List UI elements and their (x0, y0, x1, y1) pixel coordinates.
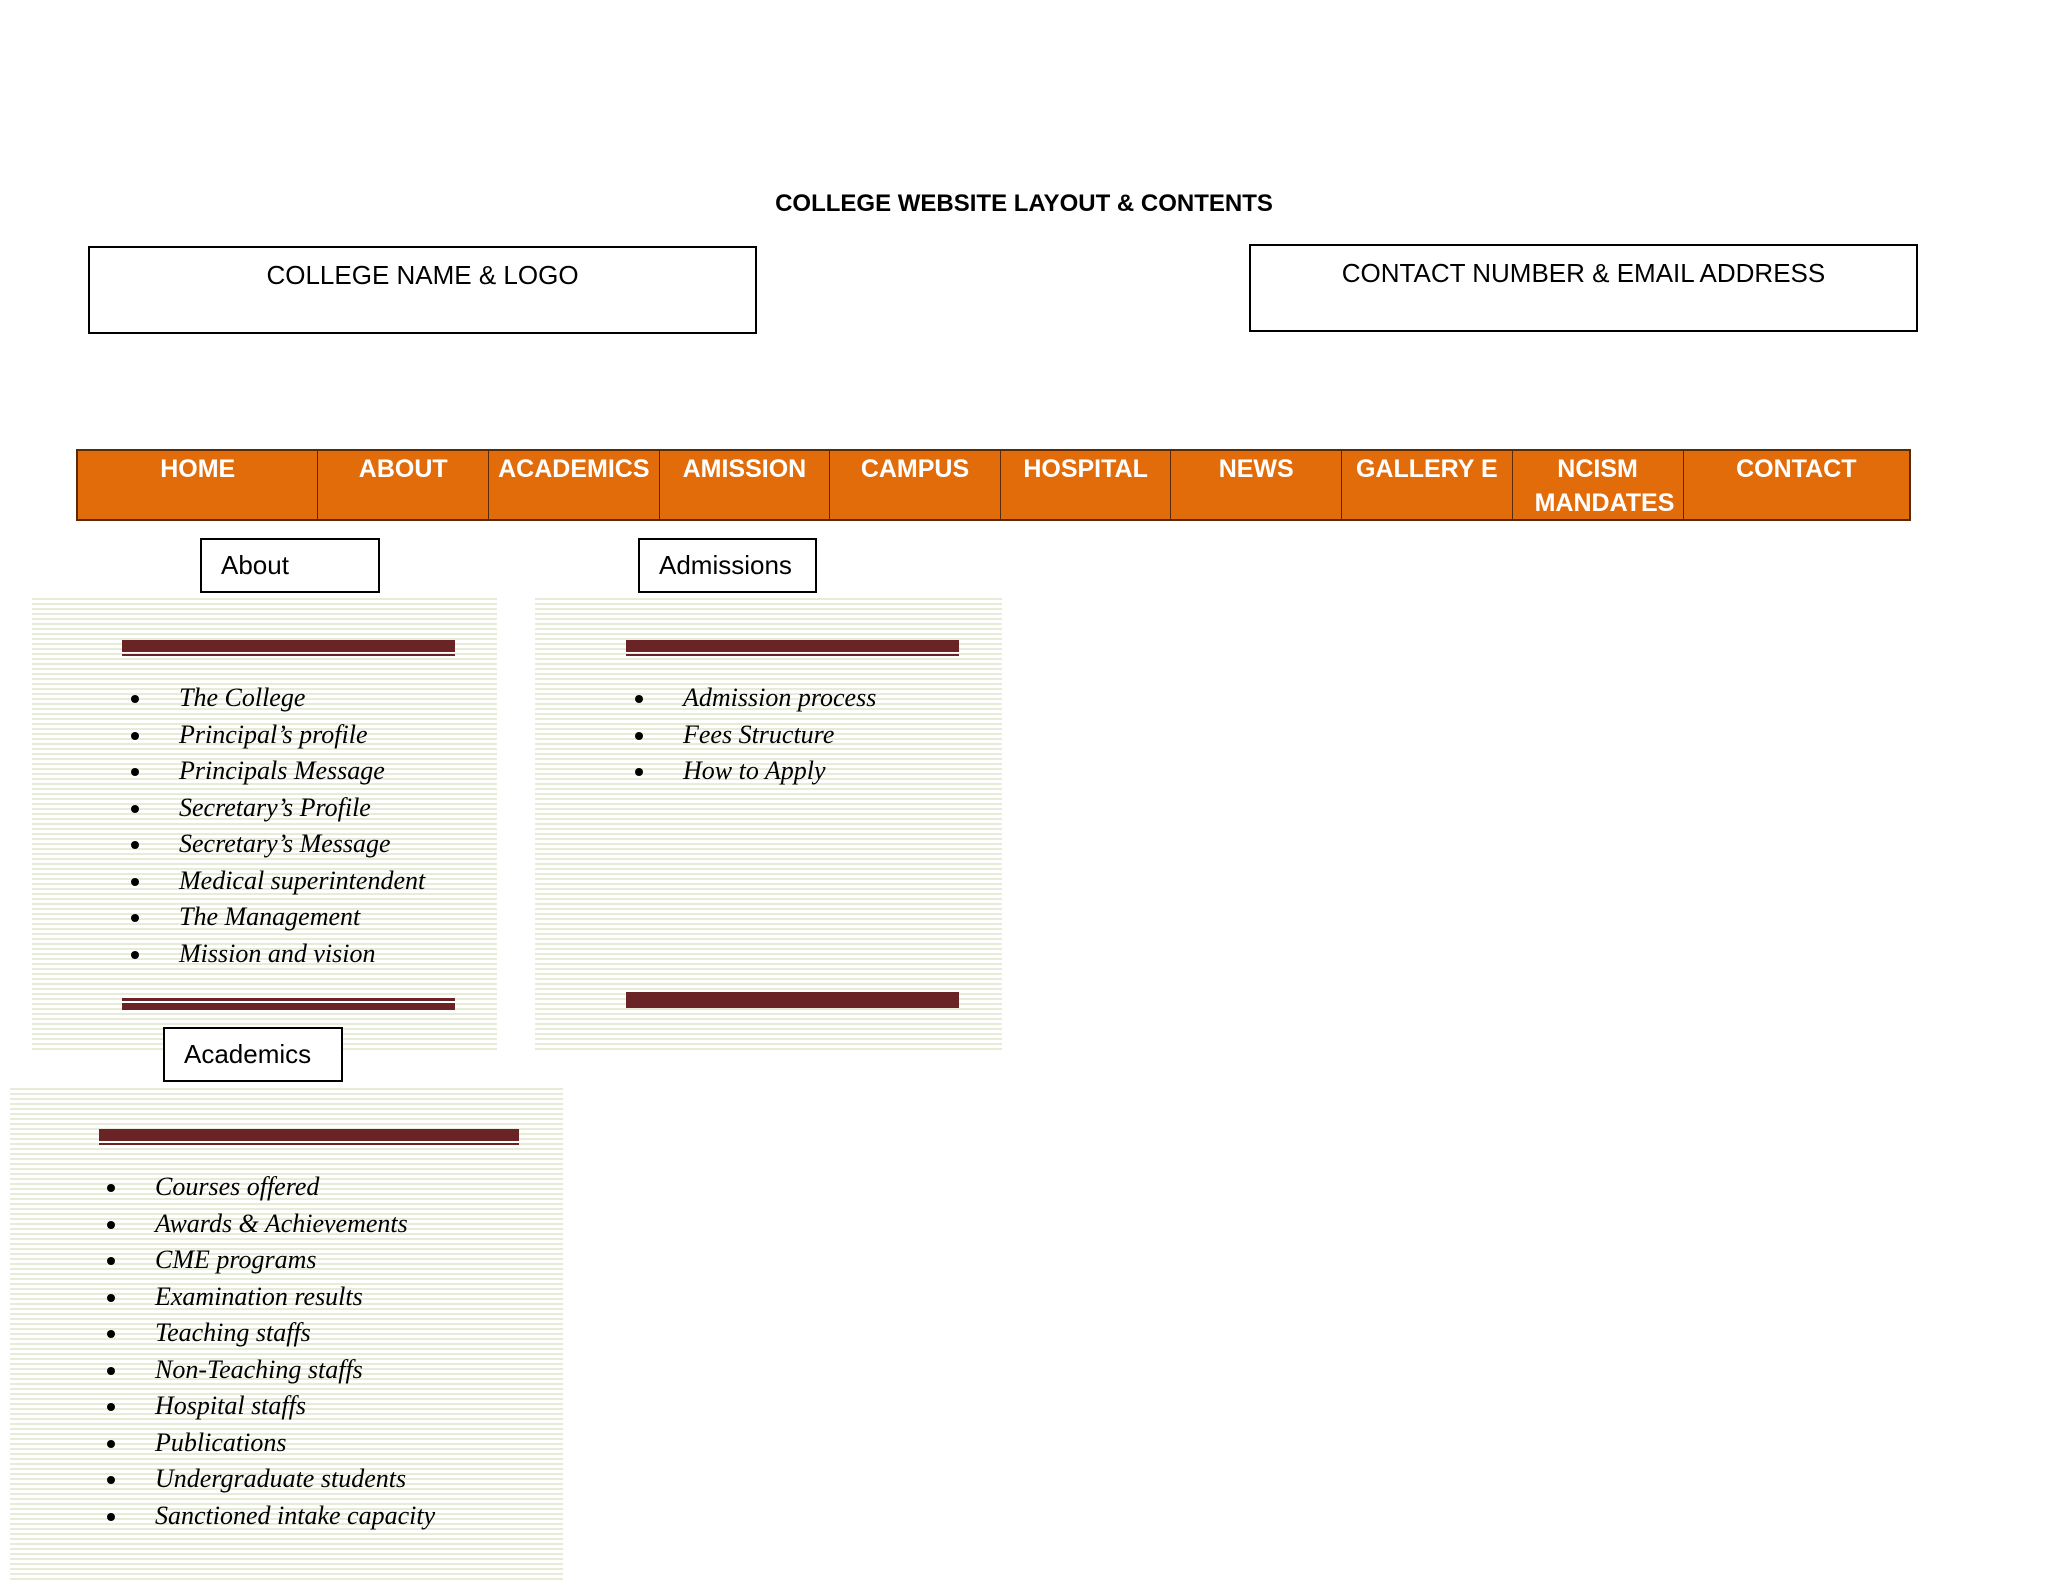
list-item[interactable]: Teaching staffs (105, 1315, 435, 1352)
list-item[interactable]: Secretary’s Message (129, 826, 425, 863)
list-item[interactable]: Mission and vision (129, 936, 425, 973)
academics-section-label: Academics (163, 1027, 343, 1082)
list-item[interactable]: Principals Message (129, 753, 425, 790)
main-navigation-bar (76, 449, 1911, 521)
nav-item-ncism-mandates[interactable]: NCISM MANDATES (1513, 451, 1684, 519)
contact-info-box: CONTACT NUMBER & EMAIL ADDRESS (1249, 244, 1918, 332)
about-list (129, 680, 425, 972)
nav-item-academics[interactable]: ACADEMICS (489, 451, 660, 519)
list-item[interactable]: How to Apply (633, 753, 876, 790)
academics-top-divider (99, 1129, 519, 1141)
admissions-bottom-divider (626, 992, 959, 1006)
nav-item-campus[interactable]: CAMPUS (830, 451, 1001, 519)
admissions-list (633, 680, 876, 790)
list-item[interactable]: Secretary’s Profile (129, 790, 425, 827)
list-item[interactable]: Admission process (633, 680, 876, 717)
college-name-logo-box: COLLEGE NAME & LOGO (88, 246, 757, 334)
list-item[interactable]: Examination results (105, 1279, 435, 1316)
nav-item-home[interactable]: HOME (78, 451, 318, 519)
nav-item-hospital[interactable]: HOSPITAL (1001, 451, 1172, 519)
nav-item-news[interactable]: NEWS (1171, 451, 1342, 519)
about-bottom-divider (122, 998, 455, 1010)
nav-item-contact[interactable]: CONTACT (1736, 455, 1857, 483)
admissions-top-divider (626, 640, 959, 652)
nav-item-about[interactable]: ABOUT (318, 451, 489, 519)
about-top-divider (122, 640, 455, 652)
about-section-label: About (200, 538, 380, 593)
page-title: COLLEGE WEBSITE LAYOUT & CONTENTS (775, 190, 1273, 217)
list-item[interactable]: Undergraduate students (105, 1461, 435, 1498)
list-item[interactable]: Courses offered (105, 1169, 435, 1206)
list-item[interactable]: Principal’s profile (129, 717, 425, 754)
nav-item-admission[interactable]: AMISSION (660, 451, 831, 519)
admissions-panel (535, 595, 1002, 1050)
list-item[interactable]: Hospital staffs (105, 1388, 435, 1425)
academics-list (105, 1169, 435, 1534)
list-item[interactable]: Publications (105, 1425, 435, 1462)
list-item[interactable]: Medical superintendent (129, 863, 425, 900)
list-item[interactable]: The Management (129, 899, 425, 936)
list-item[interactable]: Awards & Achievements (105, 1206, 435, 1243)
list-item[interactable]: Non-Teaching staffs (105, 1352, 435, 1389)
list-item[interactable]: Sanctioned intake capacity (105, 1498, 435, 1535)
admissions-section-label: Admissions (638, 538, 817, 593)
nav-item-gallery[interactable]: GALLERY E (1342, 451, 1513, 519)
list-item[interactable]: CME programs (105, 1242, 435, 1279)
list-item[interactable]: Fees Structure (633, 717, 876, 754)
list-item[interactable]: The College (129, 680, 425, 717)
